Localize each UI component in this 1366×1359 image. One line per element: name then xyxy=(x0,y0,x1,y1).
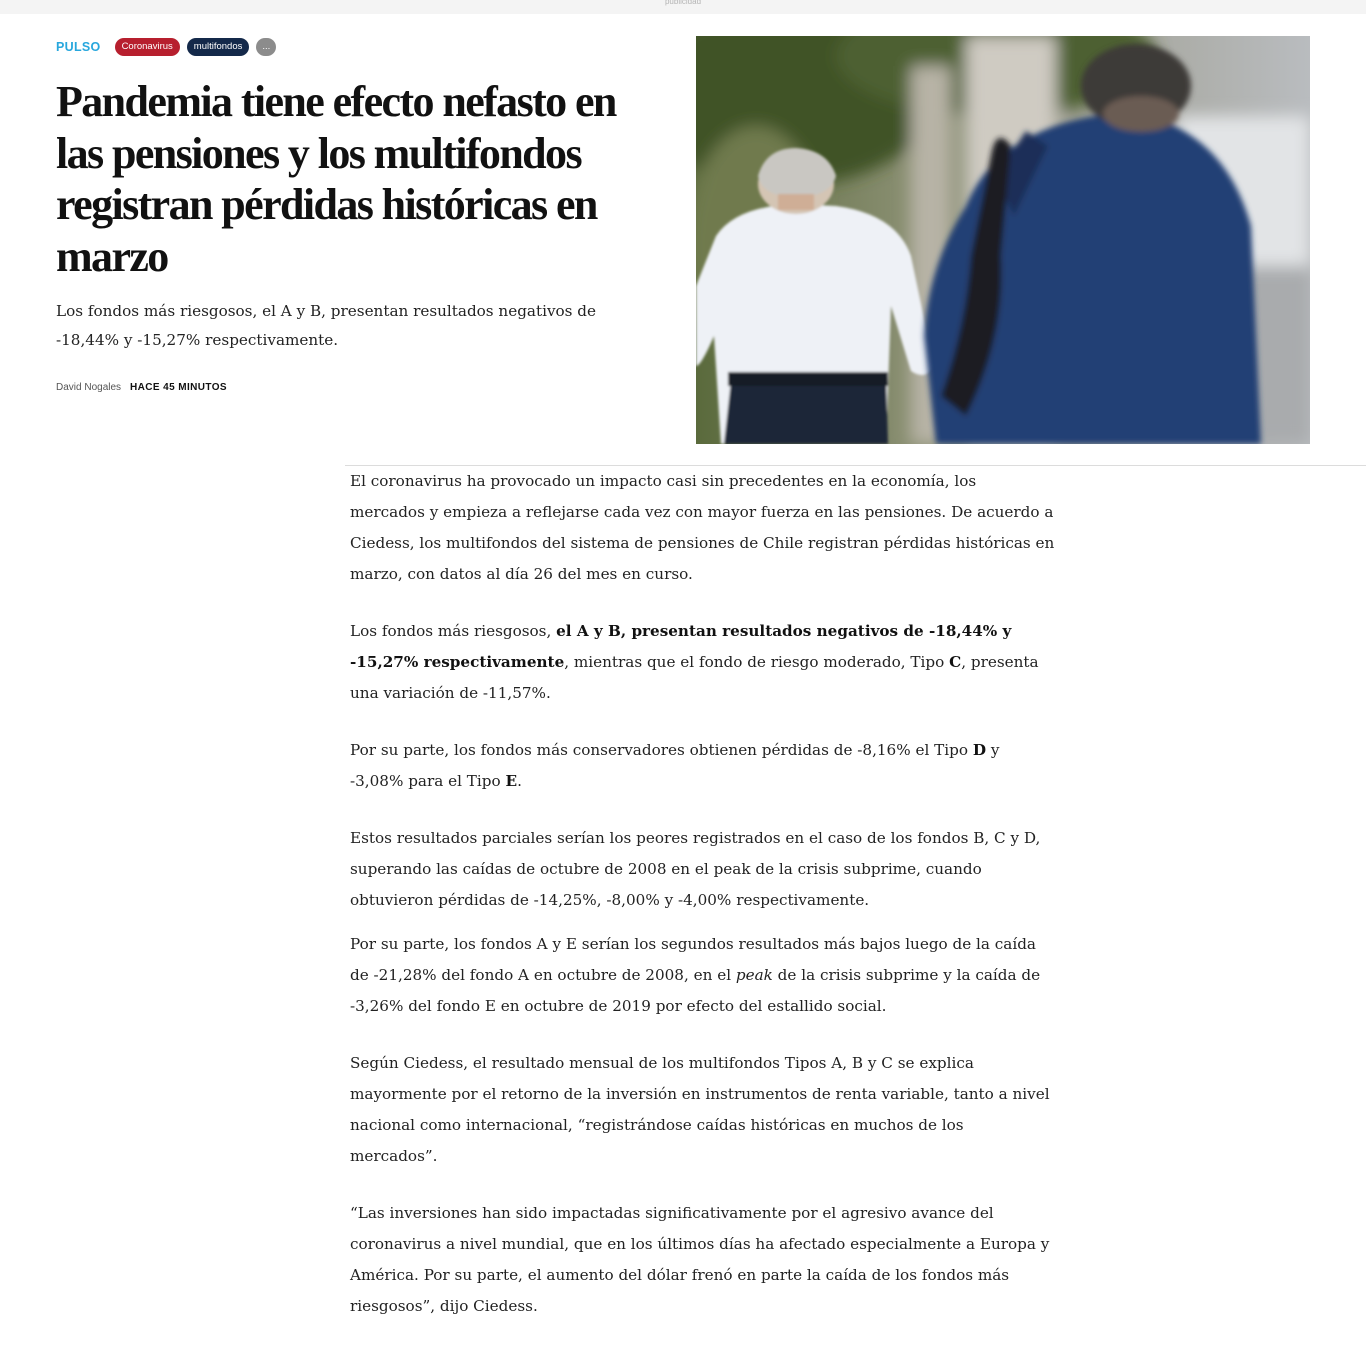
byline xyxy=(56,382,227,393)
publish-time: HACE 45 MINUTOS xyxy=(130,382,227,393)
paragraph-4: Estos resultados parciales serían los peores registrados en el caso de los fondos B, C y D, superando las caídas de octubre de 2008 en el peak de la crisis subprime, cuando obtuvieron pérdidas de -14,25%, -8,00% y -4,00% respectivamente. xyxy=(350,829,1041,909)
tag-multifondos[interactable]: multifondos xyxy=(187,38,250,56)
article-headline: Pandemia tiene efecto nefasto en las pensiones y los multifondos registran pérdidas históricas en marzo xyxy=(56,77,616,281)
ad-label: publicidad xyxy=(664,0,702,6)
paragraph-3: Por su parte, los fondos más conservadores obtienen pérdidas de -8,16% el Tipo D y -3,08% para el Tipo E. xyxy=(350,741,1000,790)
tag-more-button[interactable]: ... xyxy=(256,38,276,56)
ad-bar xyxy=(0,0,1366,14)
section-link-pulso[interactable]: PULSO xyxy=(56,40,101,54)
hero-photo-elderly-men-walking xyxy=(696,36,1310,444)
article-lead: Los fondos más riesgosos, el A y B, presentan resultados negativos de -18,44% y -15,27% respectivamente. xyxy=(56,302,596,349)
tag-coronavirus[interactable]: Coronavirus xyxy=(115,38,180,56)
paragraph-6: Según Ciedess, el resultado mensual de los multifondos Tipos A, B y C se explica mayormente por el retorno de la inversión en instrumentos de renta variable, tanto a nivel nacional como internacional, “registrándose caídas históricas en muchos de los mercados”. xyxy=(350,1054,1050,1165)
paragraph-7: “Las inversiones han sido impactadas significativamente por el agresivo avance del coronavirus a nivel mundial, que en los últimos días ha afectado especialmente a Europa y América. Por su parte, el aumento del dólar frenó en parte la caída de los fondos más riesgosos”, dijo Ciedess. xyxy=(350,1204,1050,1315)
paragraph-5: Por su parte, los fondos A y E serían los segundos resultados más bajos luego de la caída de -21,28% del fondo A en octubre de 2008, en el peak de la crisis subprime y la caída de -3,26% del fondo E en octubre de 2019 por efecto del estallido social. xyxy=(350,935,1041,1015)
author-link[interactable]: David Nogales xyxy=(56,382,122,393)
tag-row xyxy=(56,37,283,57)
article-body xyxy=(350,466,1055,1348)
hero-image xyxy=(696,36,1310,444)
paragraph-1: El coronavirus ha provocado un impacto casi sin precedentes en la economía, los mercados y empieza a reflejarse cada vez con mayor fuerza en las pensiones. De acuerdo a Ciedess, los multifondos del sistema de pensiones de Chile registran pérdidas históricas en marzo, con datos al día 26 del mes en curso. xyxy=(350,472,1055,583)
paragraph-2: Los fondos más riesgosos, el A y B, presentan resultados negativos de -18,44% y -15,27% respectivamente, mientras que el fondo de riesgo moderado, Tipo C, presenta una variación de -11,57%. xyxy=(350,622,1039,702)
